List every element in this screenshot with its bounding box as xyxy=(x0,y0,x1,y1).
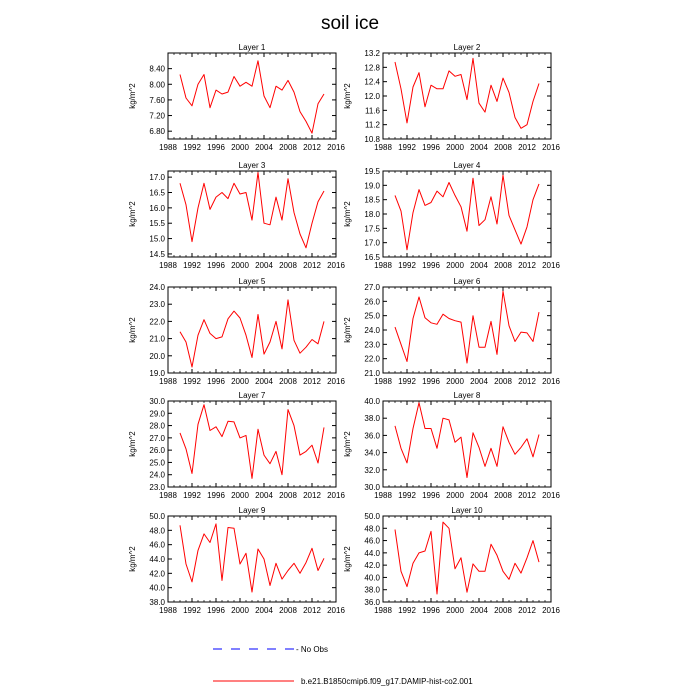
y-tick-label: 19.5 xyxy=(364,167,380,176)
x-tick-label: 2012 xyxy=(303,143,321,152)
figure-title: soil ice xyxy=(320,13,380,34)
y-tick-label: 18.0 xyxy=(364,210,380,219)
x-tick-label: 1996 xyxy=(422,143,440,152)
x-tick-label: 2004 xyxy=(255,491,273,500)
y-tick-label: 30.0 xyxy=(149,397,165,406)
soil-ice-series-line xyxy=(180,524,324,592)
y-tick-label: 40.0 xyxy=(149,583,165,593)
y-tick-label: 7.60 xyxy=(149,95,165,105)
x-tick-label: 2004 xyxy=(255,261,273,270)
x-tick-label: 2012 xyxy=(303,491,321,500)
x-tick-label: 1992 xyxy=(183,377,201,386)
y-tick-label: 15.0 xyxy=(149,234,165,244)
x-tick-label: 2012 xyxy=(518,491,536,500)
y-tick-label: 23.0 xyxy=(149,300,165,310)
x-tick-label: 1996 xyxy=(207,377,225,386)
x-tick-label: 2016 xyxy=(542,377,560,386)
y-tick-label: 8.00 xyxy=(149,80,165,90)
y-tick-label: 38.0 xyxy=(149,598,165,607)
x-tick-label: 2000 xyxy=(446,261,464,270)
x-tick-label: 1992 xyxy=(183,143,201,152)
x-tick-label: 1992 xyxy=(398,377,416,386)
panel-title: Layer 5 xyxy=(238,277,266,286)
x-tick-label: 1988 xyxy=(159,491,177,500)
y-tick-label: 26.0 xyxy=(149,446,165,456)
x-tick-label: 2016 xyxy=(542,606,560,615)
y-tick-label: 21.0 xyxy=(149,334,165,344)
y-tick-label: 23.0 xyxy=(149,483,165,492)
x-tick-label: 1992 xyxy=(183,261,201,270)
x-tick-label: 1992 xyxy=(398,143,416,152)
x-tick-label: 2016 xyxy=(542,261,560,270)
layer-panel xyxy=(343,391,560,500)
x-tick-label: 2008 xyxy=(279,377,297,386)
legend-no-obs-label: - No Obs xyxy=(296,645,329,654)
y-tick-label: 48.0 xyxy=(364,524,380,534)
panel-title: Layer 8 xyxy=(453,391,481,400)
layer-panel xyxy=(128,43,345,152)
x-tick-label: 2000 xyxy=(231,143,249,152)
x-tick-label: 1996 xyxy=(207,261,225,270)
x-tick-label: 2004 xyxy=(470,261,488,270)
x-tick-label: 1988 xyxy=(374,377,392,386)
x-tick-label: 1992 xyxy=(398,261,416,270)
x-tick-label: 2008 xyxy=(279,606,297,615)
y-tick-label: 17.0 xyxy=(364,238,380,248)
x-tick-label: 2008 xyxy=(279,491,297,500)
soil-ice-series-line xyxy=(395,291,539,363)
x-tick-label: 1996 xyxy=(207,491,225,500)
soil-ice-series-line xyxy=(180,61,324,133)
x-tick-label: 2008 xyxy=(279,261,297,270)
y-axis-label: kg/m^2 xyxy=(343,431,352,457)
panel-title: Layer 1 xyxy=(238,43,266,52)
y-tick-label: 40.0 xyxy=(364,397,380,406)
y-tick-label: 17.0 xyxy=(149,173,165,183)
y-tick-label: 34.0 xyxy=(364,448,380,458)
x-tick-label: 1996 xyxy=(422,261,440,270)
y-tick-label: 19.0 xyxy=(364,181,380,191)
y-axis-label: kg/m^2 xyxy=(343,83,352,109)
soil-ice-series-line xyxy=(180,300,324,367)
y-tick-label: 22.0 xyxy=(149,317,165,327)
y-tick-label: 8.40 xyxy=(149,64,165,74)
legend-model-label: b.e21.B1850cmip6.f09_g17.DAMIP-hist-co2.001 xyxy=(301,677,473,686)
y-axis-label: kg/m^2 xyxy=(128,201,137,227)
y-tick-label: 24.0 xyxy=(149,470,165,480)
x-tick-label: 2012 xyxy=(518,377,536,386)
x-tick-label: 1988 xyxy=(374,491,392,500)
x-tick-label: 2000 xyxy=(446,143,464,152)
layer-panel xyxy=(343,161,560,270)
y-tick-label: 13.2 xyxy=(364,49,380,58)
y-tick-label: 17.5 xyxy=(364,224,380,234)
x-tick-label: 2000 xyxy=(446,606,464,615)
y-tick-label: 29.0 xyxy=(149,409,165,419)
x-tick-label: 1996 xyxy=(422,606,440,615)
x-tick-label: 2012 xyxy=(518,261,536,270)
y-tick-label: 38.0 xyxy=(364,585,380,595)
plot-frame xyxy=(383,53,551,139)
x-tick-label: 1996 xyxy=(422,377,440,386)
x-tick-label: 2000 xyxy=(446,491,464,500)
y-tick-label: 15.5 xyxy=(149,219,165,229)
y-tick-label: 23.0 xyxy=(364,340,380,350)
x-tick-label: 2004 xyxy=(255,143,273,152)
layer-panel xyxy=(343,506,560,615)
y-tick-label: 12.0 xyxy=(364,92,380,101)
x-tick-label: 2016 xyxy=(327,606,345,615)
y-tick-label: 12.8 xyxy=(364,63,380,73)
y-tick-label: 36.0 xyxy=(364,431,380,441)
x-tick-label: 2016 xyxy=(542,143,560,152)
y-tick-label: 12.4 xyxy=(364,77,380,87)
y-axis-label: kg/m^2 xyxy=(128,83,137,109)
x-tick-label: 1988 xyxy=(159,261,177,270)
x-tick-label: 2016 xyxy=(327,143,345,152)
y-tick-label: 36.0 xyxy=(364,598,380,607)
y-tick-label: 14.5 xyxy=(149,249,165,259)
y-tick-label: 32.0 xyxy=(364,465,380,475)
x-tick-label: 2004 xyxy=(255,377,273,386)
x-tick-label: 2008 xyxy=(494,143,512,152)
layer-panel xyxy=(128,391,345,500)
panel-title: Layer 4 xyxy=(453,161,481,170)
layer-panel xyxy=(128,506,345,615)
x-tick-label: 1996 xyxy=(422,491,440,500)
y-tick-label: 42.0 xyxy=(364,561,380,571)
x-tick-label: 1992 xyxy=(183,491,201,500)
x-tick-label: 1992 xyxy=(398,491,416,500)
plot-frame xyxy=(168,401,336,487)
x-tick-label: 2000 xyxy=(231,491,249,500)
y-tick-label: 16.5 xyxy=(364,253,380,262)
plot-frame xyxy=(168,53,336,139)
y-tick-label: 25.0 xyxy=(364,311,380,321)
y-tick-label: 20.0 xyxy=(149,351,165,361)
y-tick-label: 25.0 xyxy=(149,458,165,468)
panel-title: Layer 2 xyxy=(453,43,481,52)
y-tick-label: 50.0 xyxy=(364,512,380,521)
panel-title: Layer 6 xyxy=(453,277,481,286)
y-tick-label: 7.20 xyxy=(149,111,165,121)
y-tick-label: 16.0 xyxy=(149,203,165,213)
y-tick-label: 22.0 xyxy=(364,354,380,364)
x-tick-label: 2004 xyxy=(470,377,488,386)
x-tick-label: 2008 xyxy=(494,261,512,270)
y-tick-label: 24.0 xyxy=(364,326,380,335)
x-tick-label: 1996 xyxy=(207,143,225,152)
x-tick-label: 2004 xyxy=(255,606,273,615)
x-tick-label: 1988 xyxy=(159,606,177,615)
x-tick-label: 2008 xyxy=(494,377,512,386)
y-tick-label: 27.0 xyxy=(364,283,380,292)
layer-panel xyxy=(128,161,345,270)
x-tick-label: 2000 xyxy=(231,261,249,270)
soil-ice-series-line xyxy=(395,403,539,478)
y-tick-label: 46.0 xyxy=(364,536,380,546)
y-tick-label: 44.0 xyxy=(149,555,165,564)
x-tick-label: 2016 xyxy=(327,491,345,500)
x-tick-label: 2012 xyxy=(303,606,321,615)
y-tick-label: 24.0 xyxy=(149,283,165,292)
x-tick-label: 1996 xyxy=(207,606,225,615)
x-tick-label: 2016 xyxy=(327,261,345,270)
x-tick-label: 1988 xyxy=(374,261,392,270)
x-tick-label: 2008 xyxy=(494,606,512,615)
x-tick-label: 2012 xyxy=(518,143,536,152)
y-tick-label: 11.6 xyxy=(365,106,380,116)
layer-panel xyxy=(343,277,560,386)
y-tick-label: 27.0 xyxy=(149,433,165,443)
y-tick-label: 28.0 xyxy=(149,421,165,431)
soil-ice-series-line xyxy=(180,173,324,248)
x-tick-label: 1992 xyxy=(398,606,416,615)
x-tick-label: 2008 xyxy=(494,491,512,500)
layer-panel xyxy=(128,277,345,386)
x-tick-label: 2000 xyxy=(231,606,249,615)
x-tick-label: 2012 xyxy=(518,606,536,615)
soil-ice-series-line xyxy=(395,522,539,594)
y-tick-label: 21.0 xyxy=(364,369,380,378)
y-axis-label: kg/m^2 xyxy=(343,317,352,343)
x-tick-label: 1988 xyxy=(159,377,177,386)
y-tick-label: 6.80 xyxy=(149,127,165,137)
y-tick-label: 42.0 xyxy=(149,569,165,579)
y-axis-label: kg/m^2 xyxy=(343,546,352,572)
layer-panel xyxy=(343,43,560,152)
x-tick-label: 2016 xyxy=(542,491,560,500)
y-tick-label: 19.0 xyxy=(149,369,165,378)
legend xyxy=(213,645,473,686)
panel-title: Layer 7 xyxy=(238,391,266,400)
x-tick-label: 2004 xyxy=(470,606,488,615)
x-tick-label: 2016 xyxy=(327,377,345,386)
x-tick-label: 2000 xyxy=(231,377,249,386)
y-tick-label: 18.5 xyxy=(364,195,380,205)
panel-title: Layer 9 xyxy=(238,506,266,515)
y-tick-label: 11.2 xyxy=(365,120,380,130)
soil-ice-series-line xyxy=(180,405,324,479)
soil-ice-series-line xyxy=(395,175,539,250)
x-tick-label: 2012 xyxy=(303,377,321,386)
y-tick-label: 16.5 xyxy=(149,188,165,198)
soil-ice-series-line xyxy=(395,58,539,128)
y-tick-label: 38.0 xyxy=(364,414,380,424)
x-tick-label: 2012 xyxy=(303,261,321,270)
y-tick-label: 40.0 xyxy=(364,573,380,583)
y-tick-label: 46.0 xyxy=(149,540,165,550)
plot-frame xyxy=(168,171,336,257)
y-tick-label: 44.0 xyxy=(364,548,380,558)
y-axis-label: kg/m^2 xyxy=(128,431,137,457)
x-tick-label: 2008 xyxy=(279,143,297,152)
panel-title: Layer 3 xyxy=(238,161,266,170)
x-tick-label: 1988 xyxy=(374,143,392,152)
y-tick-label: 48.0 xyxy=(149,526,165,536)
y-tick-label: 50.0 xyxy=(149,512,165,521)
y-axis-label: kg/m^2 xyxy=(343,201,352,227)
x-tick-label: 1992 xyxy=(183,606,201,615)
plot-frame xyxy=(383,516,551,602)
y-axis-label: kg/m^2 xyxy=(128,317,137,343)
x-tick-label: 2000 xyxy=(446,377,464,386)
x-tick-label: 1988 xyxy=(374,606,392,615)
y-tick-label: 10.8 xyxy=(364,135,380,144)
y-axis-label: kg/m^2 xyxy=(128,546,137,572)
panel-title: Layer 10 xyxy=(451,506,483,515)
x-tick-label: 1988 xyxy=(159,143,177,152)
x-tick-label: 2004 xyxy=(470,491,488,500)
x-tick-label: 2004 xyxy=(470,143,488,152)
y-tick-label: 30.0 xyxy=(364,483,380,492)
panel-grid xyxy=(128,43,560,615)
y-tick-label: 26.0 xyxy=(364,297,380,307)
